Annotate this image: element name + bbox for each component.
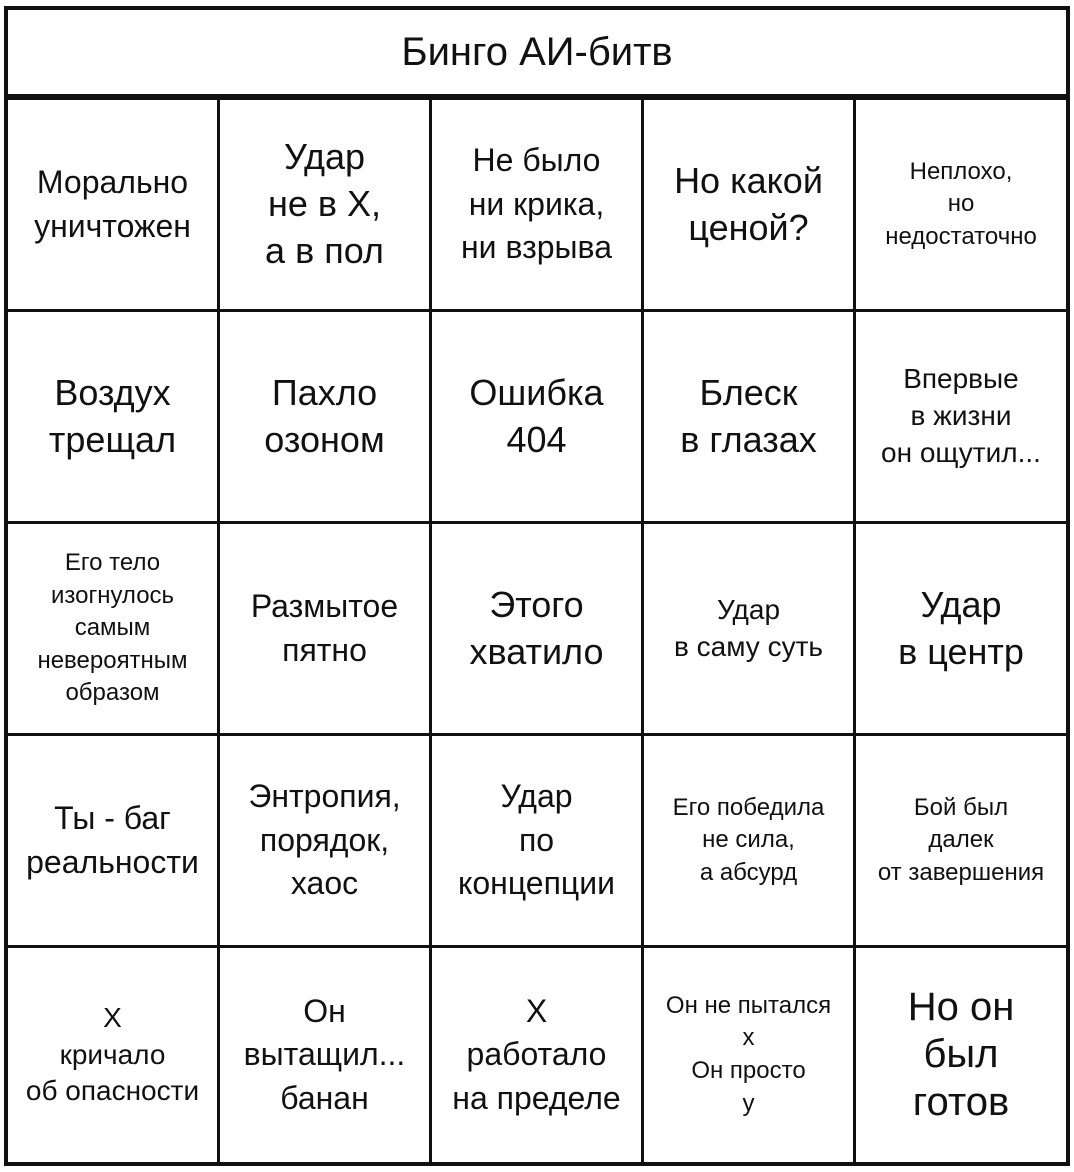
bingo-grid (8, 100, 1066, 1162)
bingo-cell[interactable] (8, 736, 220, 948)
bingo-cell[interactable] (432, 736, 644, 948)
bingo-cell[interactable] (8, 524, 220, 736)
bingo-cell-text: Но какой ценой? (674, 159, 823, 248)
bingo-cell-text: Он не пытался х Он просто у (665, 991, 832, 1117)
bingo-cell-text: Удар не в Х, а в пол (265, 136, 384, 271)
bingo-cell[interactable] (220, 100, 432, 312)
bingo-cell-text: Удар по концепции (458, 778, 615, 902)
bingo-cell[interactable] (8, 312, 220, 524)
bingo-cell[interactable] (432, 524, 644, 736)
bingo-cell[interactable] (856, 312, 1066, 524)
bingo-cell-text: Его тело изогнулось самым невероятным образом (37, 548, 188, 707)
bingo-cell-text: Х работало на пределе (452, 992, 621, 1116)
bingo-cell[interactable] (644, 948, 856, 1162)
bingo-cell[interactable] (8, 100, 220, 312)
bingo-cell-text: Ошибка 404 (469, 371, 604, 460)
bingo-cell[interactable] (644, 736, 856, 948)
bingo-cell[interactable] (220, 948, 432, 1162)
bingo-cell[interactable] (856, 948, 1066, 1162)
bingo-cell-text: Х кричало об опасности (25, 1001, 200, 1107)
bingo-cell[interactable] (8, 948, 220, 1162)
bingo-cell[interactable] (432, 100, 644, 312)
bingo-cell[interactable] (856, 736, 1066, 948)
bingo-cell[interactable] (432, 312, 644, 524)
bingo-cell-text: Размытое пятно (250, 587, 399, 668)
bingo-cell-text: Бой был далек от завершения (877, 793, 1045, 886)
bingo-cell-text: Удар в центр (898, 583, 1024, 672)
bingo-cell[interactable] (856, 100, 1066, 312)
bingo-cell-text: Не было ни крика, ни взрыва (461, 142, 612, 266)
bingo-cell[interactable] (220, 524, 432, 736)
bingo-title: Бинго АИ-битв (401, 30, 673, 74)
bingo-cell-text: Энтропия, порядок, хаос (248, 778, 401, 902)
bingo-cell-text: Но он был готов (907, 985, 1015, 1124)
bingo-cell-text: Впервые в жизни он ощутил... (881, 363, 1041, 468)
bingo-board (4, 6, 1070, 1166)
bingo-cell-text: Он вытащил... банан (243, 992, 406, 1116)
bingo-cell[interactable] (856, 524, 1066, 736)
bingo-cell-text: Удар в саму суть (674, 593, 823, 662)
title-bar (8, 10, 1066, 100)
bingo-cell-text: Этого хватило (469, 583, 604, 672)
bingo-cell-text: Его победила не сила, а абсурд (672, 793, 825, 886)
bingo-cell-text: Морально уничтожен (34, 163, 191, 244)
bingo-cell[interactable] (644, 100, 856, 312)
bingo-cell-text: Блеск в глазах (680, 371, 817, 460)
bingo-cell-text: Неплохо, но недостаточно (885, 157, 1037, 250)
bingo-cell[interactable] (220, 312, 432, 524)
bingo-cell[interactable] (220, 736, 432, 948)
bingo-cell[interactable] (432, 948, 644, 1162)
bingo-cell-text: Ты - баг реальности (26, 799, 199, 880)
bingo-cell[interactable] (644, 312, 856, 524)
bingo-cell-text: Воздух трещал (48, 371, 177, 460)
bingo-cell[interactable] (644, 524, 856, 736)
bingo-cell-text: Пахло озоном (264, 371, 385, 460)
